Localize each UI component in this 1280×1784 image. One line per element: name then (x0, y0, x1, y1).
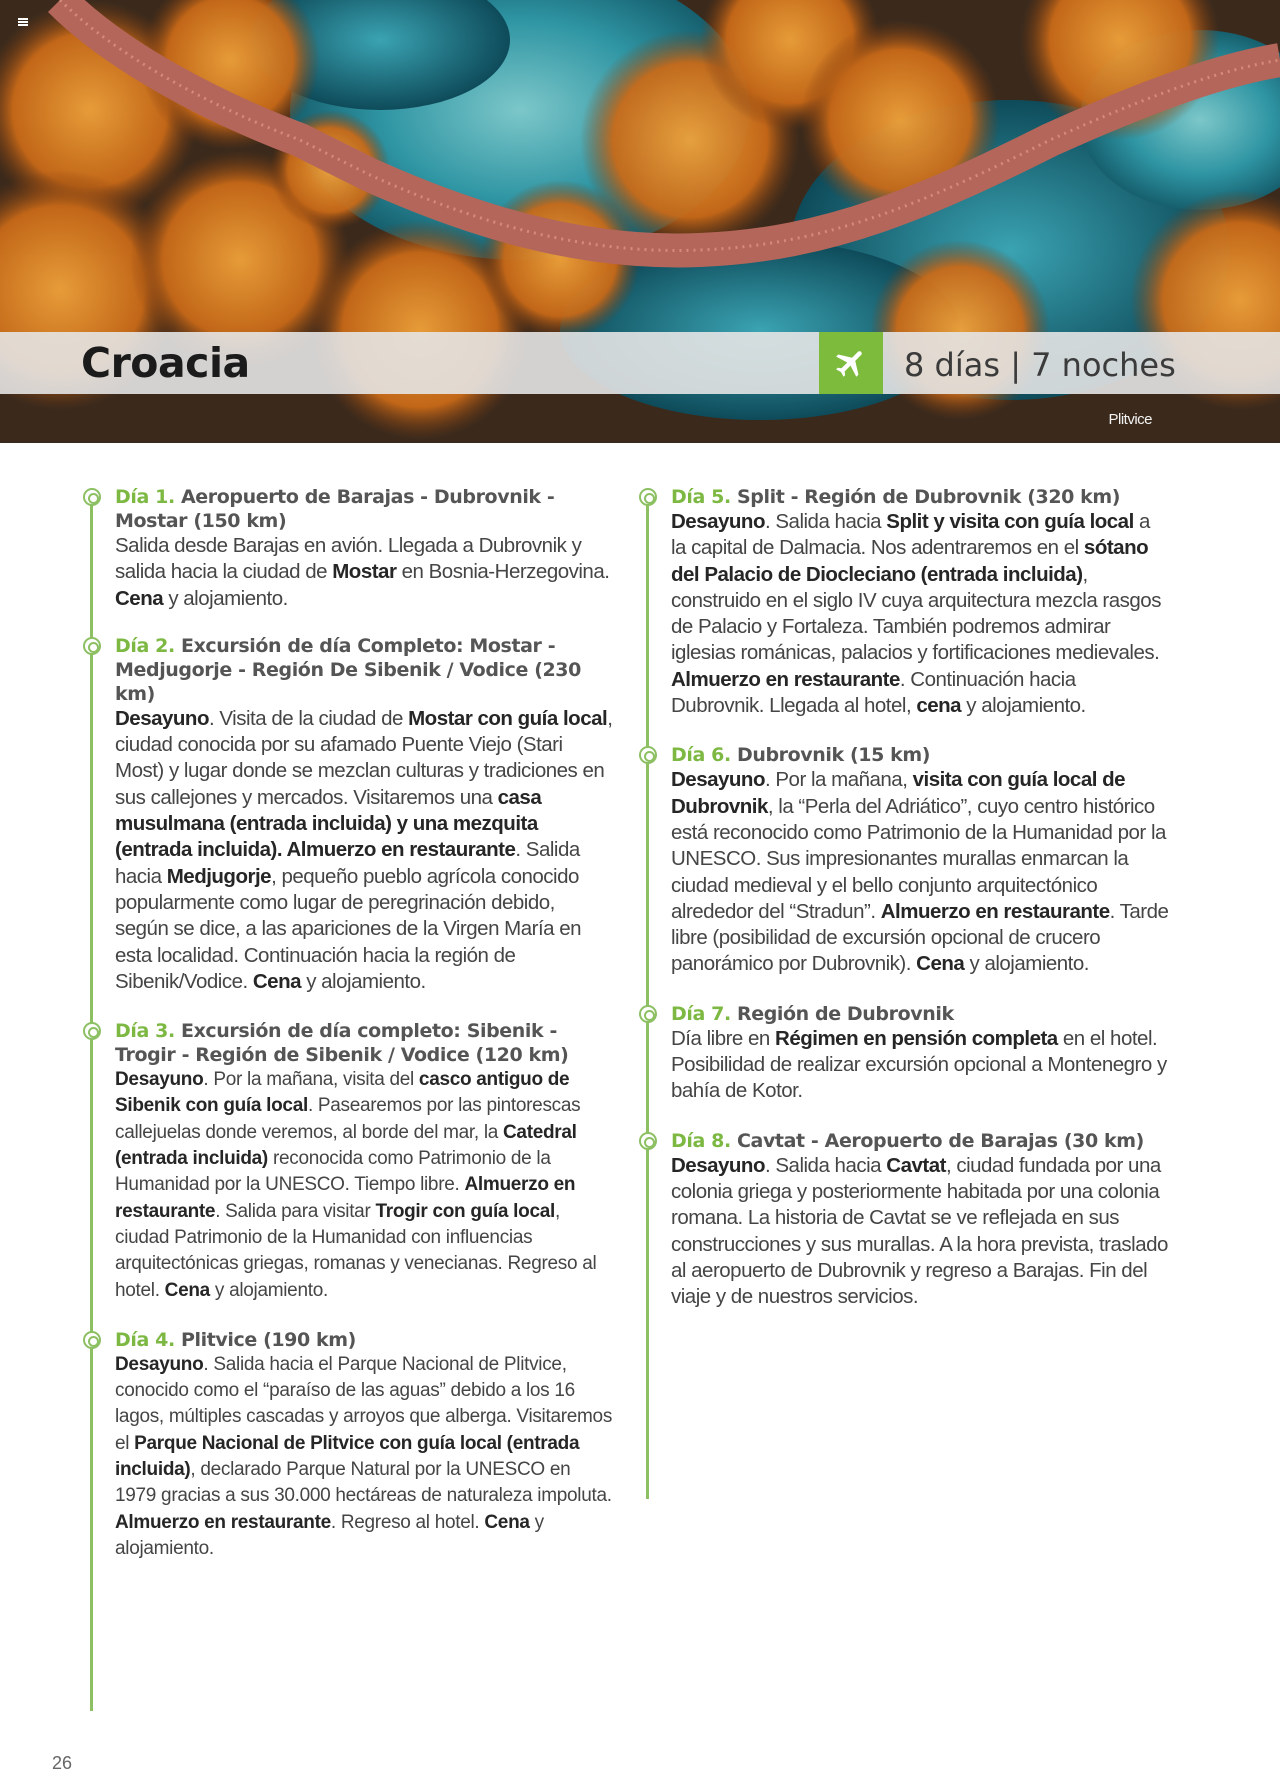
bold-text-run: Parque Nacional de Plitvice con guía local (entrada incluida) (115, 1432, 580, 1481)
text-run: , ciudad conocida por su afamado Puente Viejo (Stari Most) y lugar donde se mezclan culturas y tradiciones en sus callejones y mercados. Visitaremos una (115, 706, 613, 809)
text-run: , construido en el siglo IV cuya arquitectura mezcla rasgos de Palacio y Fortaleza. También podremos admirar iglesias románicas, palacios y fortificaciones medievales. (671, 562, 1161, 665)
text-run: Día libre en (671, 1026, 776, 1050)
bold-text-run: Cena (252, 969, 302, 993)
day-title: Cavtat - Aeropuerto de Barajas (30 km) (736, 1129, 1144, 1152)
text-run: . Salida hacia (115, 838, 580, 888)
day-number: Día 5. (671, 486, 731, 508)
text-run: . Salida hacia (764, 1153, 887, 1177)
day-heading (671, 743, 1169, 767)
day-number: Día 8. (671, 1129, 731, 1152)
itinerary-column-right (639, 485, 1169, 1310)
timeline-marker-icon (83, 637, 101, 655)
bold-text-run: Mostar (332, 560, 397, 584)
day-heading (671, 1129, 1169, 1153)
bold-text-run: Cena (164, 1279, 210, 1301)
text-run: . Salida hacia el Parque Nacional de Plitvice, conocido como el “paraíso de las aguas” debido a los 16 lagos, múltiples cascadas y arroyos que alberga. Visitaremos el (115, 1353, 613, 1454)
text-run: y alojamiento. (301, 969, 426, 993)
timeline-marker-icon (639, 488, 657, 506)
bold-text-run: Catedral (entrada incluida) (115, 1121, 577, 1170)
bold-text-run: Almuerzo en restaurante (671, 667, 900, 691)
text-run: . Por la mañana, (764, 768, 913, 792)
bold-text-run: Split y visita con guía local (886, 510, 1134, 533)
timeline-marker-icon (83, 1331, 101, 1349)
menu-icon[interactable] (18, 18, 28, 26)
bold-text-run: visita con guía local de Dubrovnik (671, 768, 1126, 818)
bold-text-run: sótano del Palacio de Diocleciano (entrada incluida) (671, 536, 1149, 586)
bold-text-run: Desayuno (115, 706, 209, 730)
text-run: y alojamiento. (163, 586, 288, 610)
text-run: . Visita de la ciudad de (208, 706, 409, 730)
bold-text-run: Régimen en pensión completa (775, 1026, 1058, 1050)
day-8 (639, 1129, 1169, 1311)
day-number: Día 2. (115, 634, 175, 657)
day-number: Día 4. (115, 1328, 175, 1351)
day-2 (83, 634, 613, 995)
bold-text-run: cena (916, 694, 962, 718)
bold-text-run: Almuerzo en restaurante (115, 1511, 331, 1533)
bold-text-run: Desayuno (671, 768, 765, 792)
bold-text-run: Cena (115, 586, 164, 610)
text-run: , declarado Parque Natural por la UNESCO en 1979 gracias a sus 30.000 hectáreas de naturaleza impoluta. (115, 1459, 612, 1507)
text-run: , ciudad fundada por una colonia griega y posteriormente habitada por una colonia romana. La historia de Cavtat se ve reflejada en sus construcciones y sus murallas. A la hora prevista, traslado al aeropuerto de Dubrovnik y regreso a Barajas. Fin del viaje y de nuestros servicios. (671, 1153, 1168, 1309)
text-run: . Por la mañana, visita del (203, 1069, 419, 1091)
day-description (115, 1352, 613, 1562)
timeline-marker-icon (639, 746, 657, 764)
bold-text-run: Cena (484, 1511, 530, 1533)
page-title: Croacia (81, 339, 250, 387)
text-run: Salida desde Barajas en avión. Llegada a Dubrovnik y salida hacia la ciudad de (115, 534, 582, 584)
text-run: y alojamiento. (209, 1279, 328, 1301)
day-title: Excursión de día completo: Sibenik - Trogir - Región de Sibenik / Vodice (120 km) (115, 1020, 569, 1067)
day-heading (115, 634, 613, 706)
day-number: Día 1. (115, 486, 175, 508)
day-number: Día 6. (671, 744, 731, 767)
day-6 (639, 743, 1169, 977)
day-description (671, 767, 1169, 977)
day-title: Dubrovnik (15 km) (736, 744, 931, 767)
bold-text-run: Desayuno (671, 1153, 765, 1177)
text-run: y alojamiento. (115, 1511, 544, 1559)
text-run: . Salida hacia (764, 510, 887, 533)
day-heading (671, 485, 1169, 509)
bold-text-run: Medjugorje (166, 864, 272, 888)
timeline-marker-icon (639, 1132, 657, 1150)
bold-text-run: Mostar con guía local (408, 706, 608, 730)
text-run: y alojamiento. (961, 694, 1086, 718)
day-description (671, 1153, 1169, 1311)
day-number: Día 3. (115, 1020, 175, 1043)
text-run: . Continuación hacia Dubrovnik. Llegada al hotel, (671, 667, 1076, 718)
text-run: y alojamiento. (964, 952, 1089, 976)
day-title: Excursión de día Completo: Mostar - Medjugorje - Región De Sibenik / Vodice (230 km) (115, 634, 581, 705)
page-number: 26 (52, 1753, 73, 1773)
trip-duration: 8 días | 7 noches (904, 346, 1176, 384)
day-title: Aeropuerto de Barajas - Dubrovnik - Mostar (150 km) (115, 486, 555, 532)
photo-caption: Plitvice (1108, 411, 1152, 428)
day-3 (83, 1019, 613, 1304)
timeline-marker-icon (83, 488, 101, 506)
text-run: , ciudad Patrimonio de la Humanidad con influencias arquitectónicas griegas, romanas y venecianas. Regreso al hotel. (115, 1200, 597, 1301)
day-description (115, 706, 613, 995)
text-run: , pequeño pueblo agrícola conocido popularmente como lugar de peregrinación debido, según se dice, a las apariciones de la Virgen María en esta localidad. Continuación hacia la región de Sibenik/Vodice. (115, 864, 582, 993)
text-run: . Regreso al hotel. (330, 1511, 485, 1533)
bold-text-run: Trogir con guía local (375, 1200, 555, 1222)
timeline-marker-icon (639, 1005, 657, 1023)
bold-text-run: Almuerzo en restaurante (880, 899, 1110, 923)
day-description (115, 533, 613, 612)
bold-text-run: Almuerzo en restaurante (115, 1174, 576, 1222)
text-run: . Pasearemos por las pintorescas callejuelas donde veremos, al borde del mar, la (115, 1095, 581, 1143)
airplane-icon (833, 345, 869, 381)
day-heading (115, 1328, 613, 1352)
day-4 (83, 1328, 613, 1562)
day-5 (639, 485, 1169, 719)
text-run: , la “Perla del Adriático”, cuyo centro histórico está reconocido como Patrimonio de la Humanidad por la UNESCO. Sus impresionantes murallas enmarcan la ciudad medieval y el bello conjunto arquitectónico alrededor del “Stradun”. (671, 794, 1166, 923)
text-run: en el hotel. Posibilidad de realizar excursión opcional a Montenegro y bahía de Kotor. (671, 1026, 1167, 1103)
day-title: Región de Dubrovnik (736, 1002, 954, 1025)
flight-badge (819, 332, 883, 394)
day-description (671, 1026, 1169, 1105)
day-title: Split - Región de Dubrovnik (320 km) (736, 486, 1121, 508)
text-run: . Tarde libre (posibilidad de excursión opcional de crucero panorámico por Dubrovnik). (671, 899, 1169, 976)
bold-text-run: Cena (916, 952, 965, 976)
day-heading (671, 1002, 1169, 1026)
bold-text-run: casco antiguo de Sibenik con guía local (115, 1069, 570, 1117)
text-run: reconocida como Patrimonio de la Humanidad por la UNESCO. Tiempo libre. (115, 1148, 551, 1196)
bold-text-run: Desayuno (115, 1069, 204, 1091)
bold-text-run: Desayuno (671, 510, 765, 533)
bold-text-run: Cavtat (886, 1153, 946, 1177)
text-run: a la capital de Dalmacia. Nos adentraremos en el (671, 510, 1150, 560)
bold-text-run: casa musulmana (entrada incluida) y una mezquita (entrada incluida). Almuerzo en restaurante (115, 785, 542, 862)
text-run: . Salida para visitar (215, 1200, 376, 1222)
day-description (115, 1067, 613, 1304)
itinerary-column-left (83, 485, 613, 1562)
timeline-marker-icon (83, 1022, 101, 1040)
text-run: en Bosnia-Herzegovina. (396, 560, 610, 584)
day-title: Plitvice (190 km) (180, 1328, 356, 1351)
day-description (671, 509, 1169, 719)
bold-text-run: Desayuno (115, 1353, 204, 1375)
day-number: Día 7. (671, 1002, 731, 1025)
day-7 (639, 1002, 1169, 1105)
day-1 (83, 485, 613, 612)
day-heading (115, 485, 613, 533)
day-heading (115, 1019, 613, 1067)
